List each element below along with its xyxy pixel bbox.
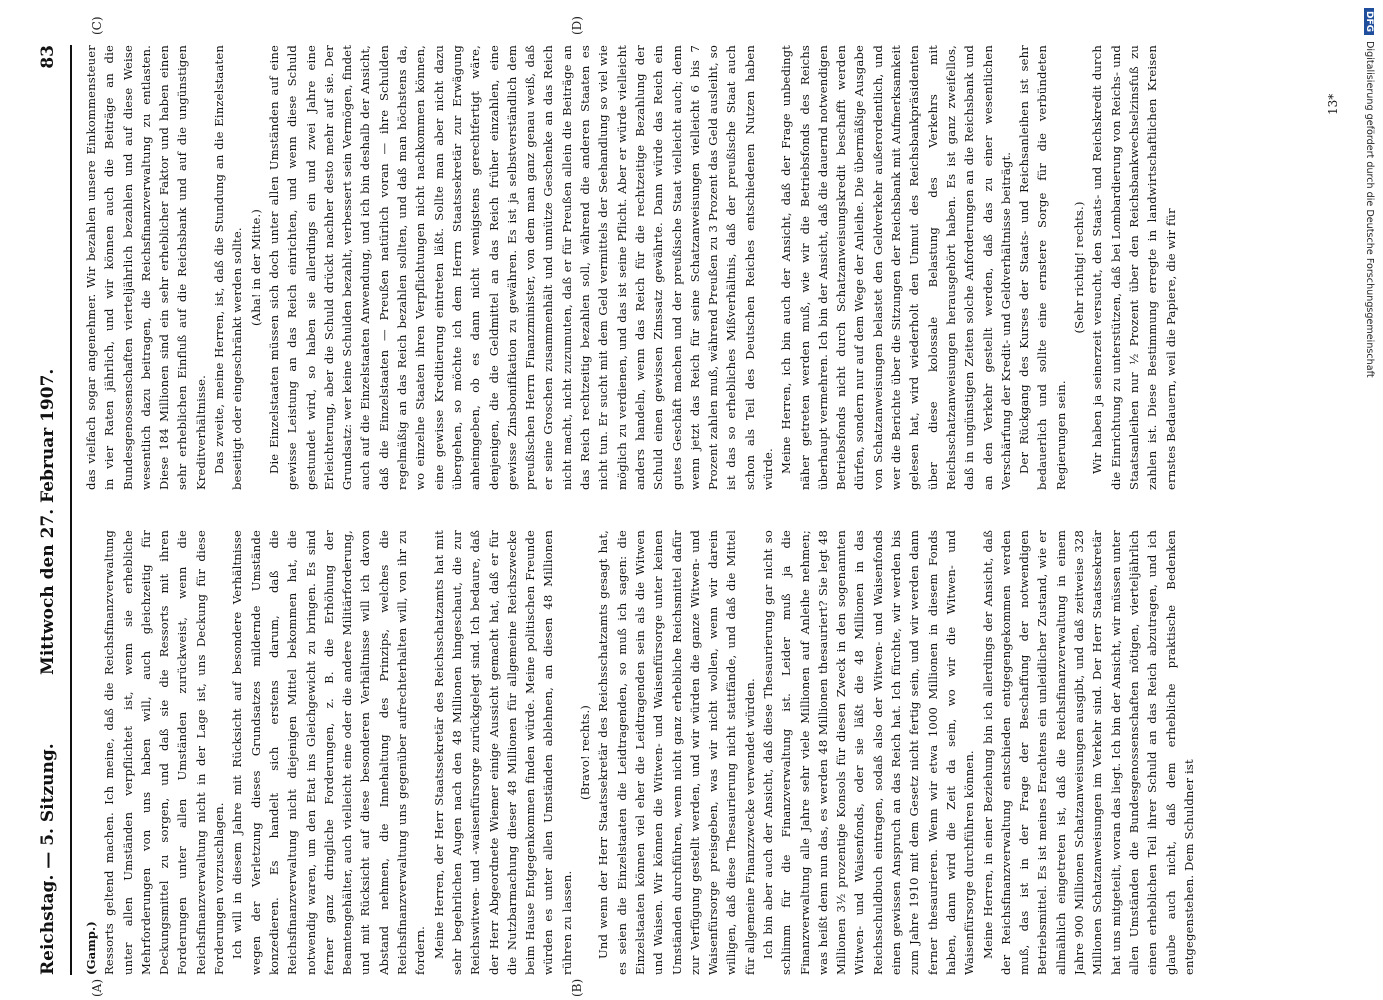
paragraph: Ich bin aber auch der Ansicht, daß diese Thesaurierung gar nicht so schlimm für die Finanzverwaltung ist. Leider muß ja die Finanzverwaltung alle Jahre sehr viele Millionen auf Anleihe nehmen; was heißt denn nun das, es werden 48 Millionen thesauriert? Sie legt 48 Millionen 3½ prozentige Konsols für diesen Zweck in den sogenannten Witwen- und Waisenfonds, oder sie läßt die 48 Millionen in das Reichsschuldbuch eintragen, sodaß also der Witwen- und Waisenfonds einen gewissen Anspruch an das Reich hat. Ich fürchte, wir werden bis zum Jahre 1910 mit dem Gesetz nicht fertig sein, und wir werden dann ferner thesaurieren. Wenn wir etwa 1000 Millionen in diesem Fonds haben, dann wird die Zeit da sein, wo wir die Witwen- und Waisenfürsorge durchführen können. xyxy=(760,530,977,975)
paragraph: Meine Herren, der Herr Staatssekretär des Reichsschatzamts hat mit sehr begehrlichen Augen nach den 48 Millionen hingeschaut, die zur Reichswitwen- und -waisenfürsorge zurückgelegt sind. Ich bedaure, daß der Herr Abgeordnete Wiemer einige Aussicht gemacht hat, daß er für die Nutzbarmachung dieser 48 Millionen für allgemeine Reichszwecke beim Hause Entgegenkommen finden würde. Meine politischen Freunde würden es unter allen Umständen ablehnen, an diesen 48 Millionen rühren zu lassen. xyxy=(431,530,574,975)
digitization-text: Digitalisierung gefördert durch die Deutsche Forschungsgemeinschaft xyxy=(1364,41,1375,378)
page-number: 83 xyxy=(38,45,58,69)
interjection: (Sehr richtig! rechts.) xyxy=(1072,201,1087,334)
page-header xyxy=(30,45,70,975)
header-session: Reichstag. — 5. Sitzung. xyxy=(38,743,58,975)
left-column xyxy=(82,530,1337,975)
margin-mark-d: (D) xyxy=(570,16,584,35)
paragraph: Das zweite, meine Herren, ist, daß die Stundung an die Einzelstaaten beseitigt oder eingeschränkt werden sollte. xyxy=(212,45,245,490)
scanned-page xyxy=(30,16,1360,997)
paragraph: Wir haben ja seinerzeit versucht, den Staats- und Reichskredit durch die Einrichtung zu unterstützen, daß bei Lombardierung von Reichs- und Staatsanleihen nur ½ Prozent über den Reichsbankwechselzinsfuß zu zahlen ist. Diese Bestimmung erregte in landwirtschaftlichen Kreisen ernstes Bedauern, weil die Papiere, die wir für xyxy=(1090,45,1178,490)
header-rule xyxy=(70,45,72,975)
paragraph: das vielfach sogar angenehmer. Wir bezahlen unsere Einkommensteuer in vier Raten jährlich, und wir können auch die Beiträge an die Bundesgenossenschaften vierteljährlich bezahlen und auf diese Weise wesentlich dazu beitragen, die Reichsfinanzverwaltung zu entlasten. Diese 184 Millionen sind ein sehr erheblicher Faktor und haben einen sehr erheblichen Einfluß auf die Reichsbank und auf die ungünstigen Kreditverhältnisse. xyxy=(84,45,208,490)
dfg-logo: DFG xyxy=(1364,8,1374,35)
paragraph: Ressorts geltend machen. Ich meine, daß die Reichsfinanzverwaltung unter allen Umständen verpflichtet ist, wenn sie erhebliche Mehrforderungen von uns haben will, auch gleichzeitig für Deckungsmittel zu sorgen, und daß sie die Ressorts mit ihren Forderungen unter allen Umständen zurückweist, wenn die Reichsfinanzverwaltung nicht in der Lage ist, uns Deckung für diese Forderungen vorzuschlagen. xyxy=(102,530,227,975)
margin-mark-b: (B) xyxy=(570,978,584,997)
margin-mark-a: (A) xyxy=(90,978,104,997)
paragraph: Und wenn der Herr Staatssekretär des Reichsschatzamts gesagt hat, es seien die Einzelstaaten die Leidtragenden, so muß ich sagen: die Einzelstaaten können viel eher die Leidtragenden sein als die Witwen und Waisen. Wir können die Witwen- und Waisenfürsorge unter keinen Umständen durchführen, wenn nicht ganz erhebliche Reichsmittel dafür zur Verfügung gestellt werden, und wir würden die ganze Witwen- und Waisenfürsorge preisgeben, was wir nicht wollen, wenn wir darein willigen, daß diese Thesaurierung nicht stattfände, und daß die Mittel für allgemeine Finanzzwecke verwendet würden. xyxy=(596,530,757,975)
paragraph: Der Rückgang des Kurses der Staats- und Reichsanleihen ist sehr bedauerlich und sollte eine ernstere Sorge für die verbündeten Regierungen sein. xyxy=(1017,45,1068,490)
paragraph: Meine Herren, in einer Beziehung bin ich allerdings der Ansicht, daß der Reichsfinanzverwaltung entschieden entgegengekommen werden muß, das ist in der Frage der Beschaffung der notwendigen Betriebsmittel. Es ist meines Erachtens ein unleidlicher Zustand, wie er allmählich eingetreten ist, daß die Reichsfinanzverwaltung in einem Jahre 900 Millionen Schatzanweisungen ausgibt, und daß zeitweise 328 Millionen Schatzanweisungen im Verkehr sind. Der Herr Staatssekretär hat uns mitgeteilt, woran das liegt. Ich bin der Ansicht, wir müssen unter allen Umständen die Bundesgenossenschaften nötigen, vierteljährlich einen erheblichen Teil ihrer Schuld an das Reich abzutragen, und ich glaube auch nicht, daß dem erhebliche praktische Bedenken entgegenstehen. Dem Schuldner ist xyxy=(980,530,1196,975)
speaker-label: (Gamp.) xyxy=(84,921,98,975)
right-column xyxy=(82,45,1337,490)
interjection: (Aha! in der Mitte.) xyxy=(248,209,263,326)
paragraph: Die Einzelstaaten müssen sich doch unter allen Umständen auf eine gewisse Leistung an das Reich einrichten, und wenn diese Schuld gestundet wird, so haben sie allerdings ein und zwei Jahre eine Erleichterung, aber die Schuld drückt nachher desto mehr auf sie. Der Grundsatz: wer keine Schulden bezahlt, verbessert sein Vermögen, findet auch auf die Einzelstaaten Anwendung, und ich bin deshalb der Ansicht, daß die Einzelstaaten — Preußen natürlich voran — ihre Schulden regelmäßig an das Reich bezahlen sollten, und daß man höchstens da, wo einzelne Staaten ihren Verpflichtungen nicht nachkommen können, eine gewisse Kreditierung eintreten läßt. Sollte man aber nicht dazu übergehen, so möchte ich dem Herrn Staatssekretär zur Erwägung anheimgeben, ob es dann nicht wenigstens gerechtfertigt wäre, denjenigen, die die Geldmittel an das Reich früher einzahlen, eine gewisse Zinsbonifikation zu gewähren. Es ist ja selbstverständlich dem preußischen Herrn Finanzminister, von dem man ganz genau weiß, daß er seine Groschen zusammenhält und unnütze Geschenke an das Reich nicht macht, nicht zuzumuten, daß er für Preußen allein die Beiträge an das Reich rechtzeitig bezahlen soll, während die anderen Staaten es nicht tun. Er sucht mit dem Geld vermittels der Seehandlung so viel wie möglich zu verdienen, und das ist seine Pflicht. Aber er würde vielleicht anders handeln, wenn das Reich für die rechtzeitige Bezahlung der Schuld einen gewissen Zinssatz gewährte. Dann würde das Reich ein gutes Geschäft machen und der preußische Staat vielleicht auch; denn wenn jetzt das Reich für seine Schatzanweisungen vielleicht 6 bis 7 Prozent zahlen muß, während Preußen zu 3 Prozent das Geld ausleiht, so ist das so erhebliches Mißverhältnis, daß der preußische Staat auch schon als Teil des Deutschen Reiches entschiedenen Nutzen haben würde. xyxy=(266,45,775,490)
paragraph: Ich will in diesem Jahre mit Rücksicht auf besondere Verhältnisse wegen der Verletzung dieses Grundsatzes mildernde Umstände konzedieren. Es handelt sich erstens darum, daß die Reichsfinanzverwaltung nicht diejenigen Mittel bekommen hat, die notwendig waren, um den Etat ins Gleichgewicht zu bringen. Es sind ferner ganz dringliche Forderungen, z. B. die Erhöhung der Beamtengehälter, auch vielleicht eine oder die andere Militärforderung, und mit Rücksicht auf diese besonderen Verhältnisse will ich davon Abstand nehmen, die Innehaltung des Prinzips, welches die Reichsfinanzverwaltung uns gegenüber aufrechterhalten will, von ihr zu fordern. xyxy=(230,530,428,975)
signature-mark: 13* xyxy=(1326,93,1340,115)
interjection: (Bravo! rechts.) xyxy=(578,705,593,800)
header-date: Mittwoch den 27. Februar 1907. xyxy=(38,368,58,675)
paragraph: Meine Herren, ich bin auch der Ansicht, daß der Frage unbedingt näher getreten werden muß, wie wir die Betriebsfonds des Reichs überhaupt vermehren. Ich bin der Ansicht, daß die dauernd notwendigen Betriebsfonds nicht durch Schatzanweisungskredit beschafft werden dürfen, sondern nur auf dem Wege der Anleihe. Die übermäßige Ausgabe von Schatzanweisungen belastet den Geldverkehr außerordentlich, und wer die Berichte über die Sitzungen der Reichsbank mit Aufmerksamkeit gelesen hat, wird wiederholt den Unmut des Reichsbankpräsidenten über diese kolossale Belastung des Verkehrs mit Reichsschatzanweisungen herausgehört haben. Es ist ganz zweifellos, daß in ungünstigen Zeiten solche Anforderungen an die Reichsbank und an den Verkehr gestellt werden, daß das zu einer wesentlichen Verschärfung der Kredit- und Geldverhältnisse beiträgt. xyxy=(779,45,1013,490)
digitization-notice xyxy=(1363,8,1377,988)
margin-mark-c: (C) xyxy=(90,16,104,35)
